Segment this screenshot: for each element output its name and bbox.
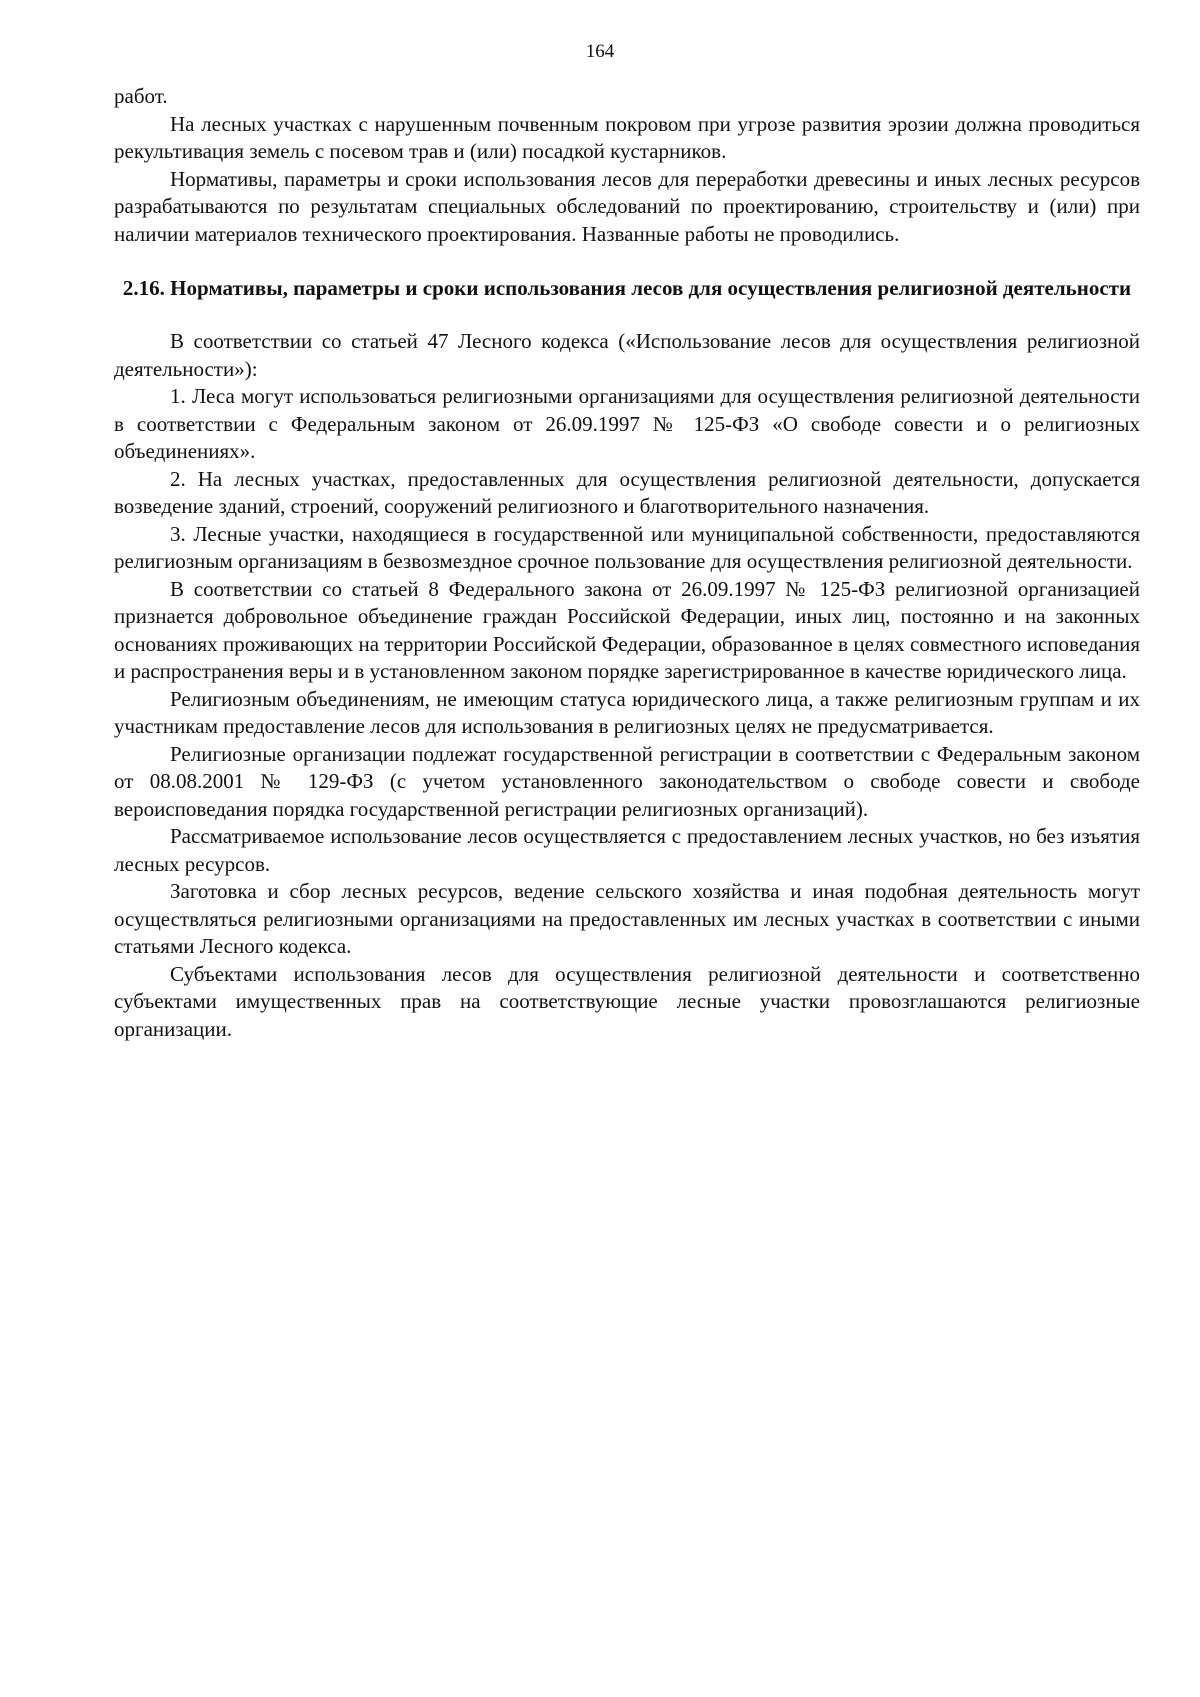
paragraph: Заготовка и сбор лесных ресурсов, ведение сельского хозяйства и иная подобная деятельность могут осуществляться религиозными организациями на предоставленных им лесных участках в соответствии с иными статьями Лесного кодекса. — [114, 879, 1140, 958]
paragraph: Религиозным объединениям, не имеющим статуса юридического лица, а также религиозным группам и их участникам предоставление лесов для использования в религиозных целях не предусматривается. — [114, 686, 1140, 738]
paragraph: Субъектами использования лесов для осуществления религиозной деятельности и соответственно субъектами имущественных прав на соответствующие лесные участки провозглашаются религиозные организации. — [114, 961, 1140, 1041]
paragraph: В соответствии со статьей 8 Федерального закона от 26.09.1997 № 125-ФЗ религиозной организацией признается добровольное объединение граждан Российской Федерации, иных лиц, постоянно и на законных основаниях проживающих на территории Российской Федерации, образованное в целях совместного исповедания и распространения веры и в установленном законом порядке зарегистрированное в качестве юридического лица. — [114, 576, 1140, 683]
document-body — [114, 83, 1140, 1043]
paragraph: Религиозные организации подлежат государственной регистрации в соответствии с Федеральным законом от 08.08.2001 № 129-ФЗ (с учетом установленного законодательством о свободе совести и свободе вероисповедания порядка государственной регистрации религиозных организаций). — [114, 741, 1140, 821]
paragraph: 3. Лесные участки, находящиеся в государственной или муниципальной собственности, предоставляются религиозным организациям в безвозмездное срочное пользование для осуществления религиозной деятельности. — [114, 521, 1140, 573]
page-number: 164 — [585, 41, 615, 62]
paragraph: В соответствии со статьей 47 Лесного кодекса («Использование лесов для осуществления религиозной деятельности»): — [114, 329, 1140, 381]
section-heading: 2.16. Нормативы, параметры и сроки использования лесов для осуществления религиозной деятельности — [122, 276, 1132, 300]
paragraph: Рассматриваемое использование лесов осуществляется с предоставлением лесных участков, но без изъятия лесных ресурсов. — [114, 824, 1140, 876]
paragraph: 1. Леса могут использоваться религиозными организациями для осуществления религиозной деятельности в соответствии с Федеральным законом от 26.09.1997 № 125-ФЗ «О свободе совести и о религиозных объединениях». — [114, 384, 1140, 463]
paragraph: На лесных участках с нарушенным почвенным покровом при угрозе развития эрозии должна проводиться рекультивация земель с посевом трав и (или) посадкой кустарников. — [114, 111, 1140, 163]
paragraph: работ. — [114, 84, 168, 108]
paragraph: 2. На лесных участках, предоставленных для осуществления религиозной деятельности, допускается возведение зданий, строений, сооружений религиозного и благотворительного назначения. — [114, 466, 1140, 518]
paragraph: Нормативы, параметры и сроки использования лесов для переработки древесины и иных лесных ресурсов разрабатываются по результатам специальных обследований по проектированию, строительству и (или) при наличии материалов технического проектирования. Названные работы не проводились. — [114, 166, 1140, 246]
